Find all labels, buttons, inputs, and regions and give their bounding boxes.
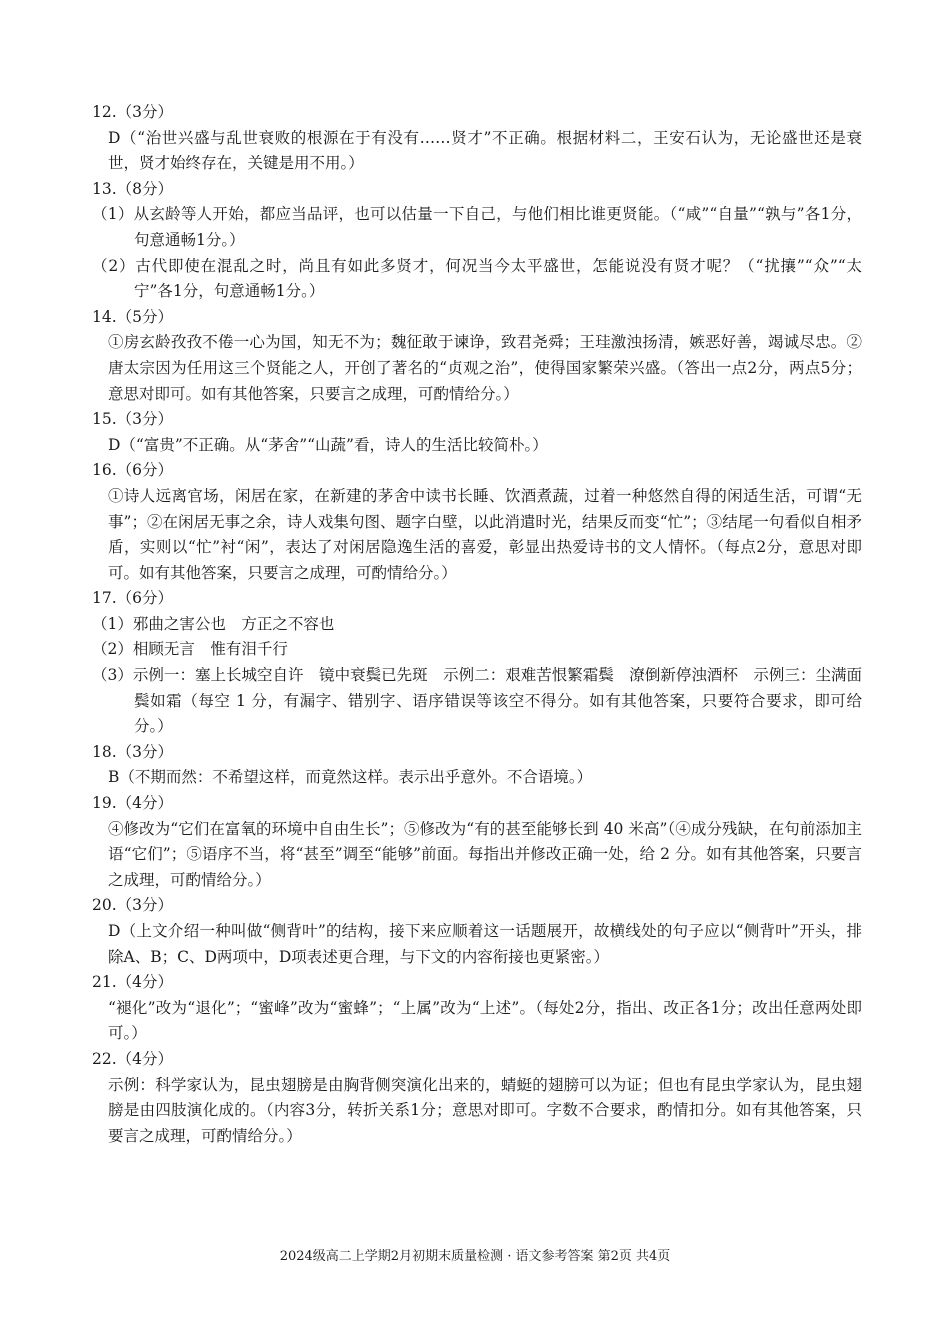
- question-20: [92, 893, 862, 970]
- answer-subitem: （1）从玄龄等人开始，都应当品评，也可以估量一下自己，与他们相比谁更贤能。（“咸”“自量”“孰与”各1分，句意通畅1分。）: [92, 205, 862, 249]
- answer-subitem: （1）邪曲之害公也 方正之不容也: [92, 614, 335, 633]
- question-22: [92, 1047, 862, 1149]
- question-14: [92, 305, 862, 407]
- question-header: 18.（3分）: [92, 742, 174, 761]
- question-18: [92, 740, 862, 791]
- answer-subitem: （3）示例一：塞上长城空自许 镜中衰鬓已先斑 示例二：艰难苦恨繁霜鬓 潦倒新停浊酒杯 示例三：尘满面 鬓如霜（每空 1 分，有漏字、错别字、语序错误等该空不得分。如有其他答案，只要符合要求，即可给分。）: [92, 666, 878, 736]
- question-header: 19.（4分）: [92, 794, 174, 813]
- answer-text: ①房玄龄孜孜不倦一心为国，知无不为；魏征敢于谏诤，致君尧舜；王珪激浊扬清，嫉恶好善，竭诚尽忠。②唐太宗因为任用这三个贤能之人，开创了著名的“贞观之治”，使得国家繁荣兴盛。（答出一点2分，两点5分；意思对即可。如有其他答案，只要言之成理，可酌情给分。）: [108, 333, 862, 403]
- answer-subitem: （2）古代即使在混乱之时，尚且有如此多贤才，何况当今太平盛世，怎能说没有贤才呢？（“扰攘”“众”“太宁”各1分，句意通畅1分。）: [92, 256, 862, 301]
- question-15: [92, 407, 862, 458]
- question-header: 15.（3分）: [92, 410, 174, 429]
- question-header: 20.（3分）: [92, 896, 174, 915]
- question-header: 21.（4分）: [92, 973, 174, 992]
- question-header: 14.（5分）: [92, 307, 174, 326]
- page-footer: 2024级高二上学期2月初期末质量检测 · 语文参考答案 第2页 共4页: [279, 1249, 671, 1264]
- question-12: [92, 100, 862, 177]
- question-header: 17.（6分）: [92, 589, 174, 608]
- question-header: 13.（8分）: [92, 179, 174, 198]
- question-17: [92, 586, 878, 740]
- question-header: 12.（3分）: [92, 103, 174, 121]
- question-header: 16.（6分）: [92, 461, 174, 480]
- question-13: [92, 177, 862, 305]
- answer-text: “褪化”改为“退化”；“蜜峰”改为“蜜蜂”；“上属”改为“上述”。（每处2分，指出、改正各1分；改出任意两处即可。）: [108, 998, 862, 1043]
- question-16: [92, 458, 862, 586]
- answer-text: D（上文介绍一种叫做“侧背叶”的结构，接下来应顺着这一话题展开，故横线处的句子应以“侧背叶”开头，排除A、B；C、D两项中，D项表述更合理，与下文的内容衔接也更紧密。）: [108, 922, 862, 966]
- answer-text: ④修改为“它们在富氧的环境中自由生长”；⑤修改为“有的甚至能够长到 40 米高”（④成分残缺，在句前添加主语“它们”；⑤语序不当，将“甚至”调至“能够”前面。每指出并修改正确一处，给 2 分。如有其他答案，只要言之成理，可酌情给分。）: [108, 819, 862, 889]
- answer-subitem: （2）相顾无言 惟有泪千行: [92, 640, 288, 659]
- question-header: 22.（4分）: [92, 1049, 174, 1068]
- question-19: [92, 791, 862, 893]
- answer-key-body: [92, 100, 878, 1149]
- answer-text: B（不期而然：不希望这样，而竟然这样。表示出乎意外。不合语境。）: [108, 768, 593, 787]
- answer-text: ①诗人远离官场，闲居在家，在新建的茅舍中读书长睡、饮酒煮蔬，过着一种悠然自得的闲适生活，可谓“无事”；②在闲居无事之余，诗人戏集句图、题字白壁，以此消遣时光，结果反而变“忙”；③结尾一句看似自相矛盾，实则以“忙”衬“闲”，表达了对闲居隐逸生活的喜爱，彰显出热爱诗书的文人情怀。（每点2分，意思对即可。如有其他答案，只要言之成理，可酌情给分。）: [108, 486, 862, 582]
- answer-text: 示例：科学家认为，昆虫翅膀是由胸背侧突演化出来的，蜻蜓的翅膀可以为证；但也有昆虫学家认为，昆虫翅膀是由四肢演化成的。（内容3分，转折关系1分；意思对即可。字数不合要求，酌情扣分。如有其他答案，只要言之成理，可酌情给分。）: [108, 1075, 862, 1145]
- answer-text: D（“富贵”不正确。从“茅舍”“山蔬”看，诗人的生活比较简朴。）: [108, 435, 548, 454]
- answer-text: D（“治世兴盛与乱世衰败的根源在于有没有……贤才”不正确。根据材料二，王安石认为，无论盛世还是衰世，贤才始终存在，关键是用不用。）: [108, 128, 862, 173]
- question-21: [92, 970, 862, 1047]
